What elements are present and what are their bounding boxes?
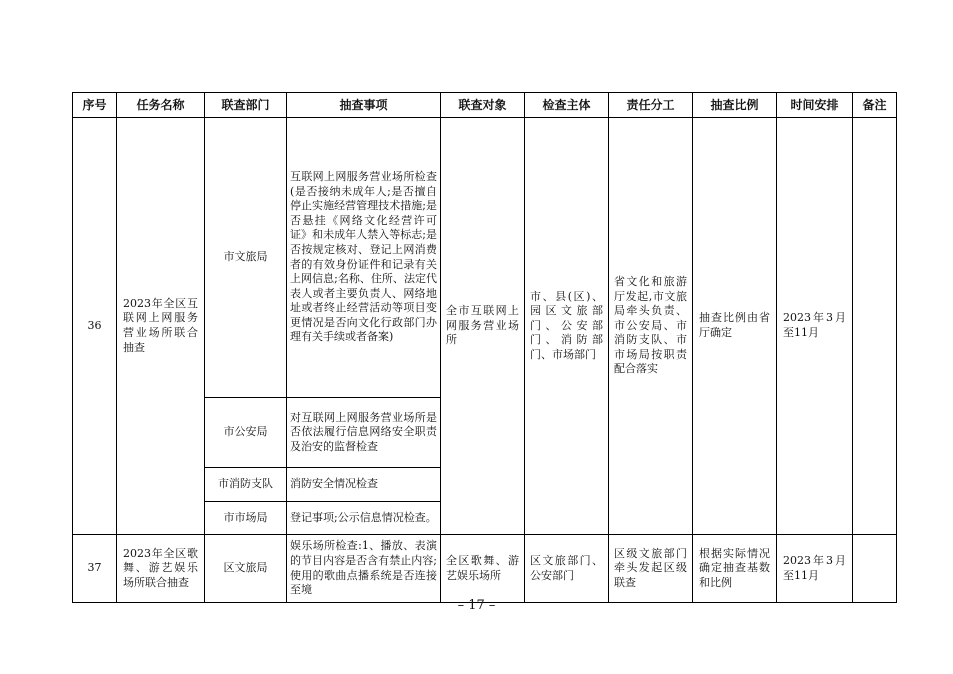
header-row xyxy=(73,93,897,118)
header-subject: 检查主体 xyxy=(525,93,609,118)
row-number: 36 xyxy=(73,118,117,535)
target-cell: 全市互联网上网服务营业场所 xyxy=(441,118,525,535)
header-task: 任务名称 xyxy=(117,93,205,118)
item-cell: 对互联网上网服务营业场所是否依法履行信息网络安全职责及治安的监督检查 xyxy=(287,398,441,468)
remark-cell xyxy=(853,118,897,535)
header-ratio: 抽查比例 xyxy=(693,93,777,118)
target-cell: 全区歌舞、游艺娱乐场所 xyxy=(441,535,525,603)
dept-cell: 市公安局 xyxy=(205,398,287,468)
header-no: 序号 xyxy=(73,93,117,118)
item-cell: 娱乐场所检查:1、播放、表演的节目内容是否含有禁止内容;使用的歌曲点播系统是否连接至境 xyxy=(287,535,441,603)
inspection-table xyxy=(72,92,897,603)
time-cell: 2023年3月至11月 xyxy=(777,535,853,603)
time-cell: 2023年3月至11月 xyxy=(777,118,853,535)
item-cell: 互联网上网服务营业场所检查(是否接纳未成年人;是否擅自停止实施经营管理技术措施;是否悬挂《网络文化经营许可证》和未成年人禁入等标志;是否按规定核对、登记上网消费者的有效身份证件和记录有关上网信息;名称、住所、法定代表人或者主要负责人、网络地址或者终止经营活动等项目变更情况是否向文化行政部门办理有关手续或者备案) xyxy=(287,118,441,398)
task-name: 2023年全区歌舞、游艺娱乐场所联合抽查 xyxy=(117,535,205,603)
header-time: 时间安排 xyxy=(777,93,853,118)
dept-cell: 市消防支队 xyxy=(205,468,287,502)
remark-cell xyxy=(853,535,897,603)
duty-cell: 区级文旅部门牵头发起区级联查 xyxy=(609,535,693,603)
subject-cell: 区文旅部门、公安部门 xyxy=(525,535,609,603)
duty-cell: 省文化和旅游厅发起,市文旅局牵头负责、市公安局、市消防支队、市市场局按职责配合落实 xyxy=(609,118,693,535)
subject-cell: 市、县(区)、园区文旅部门、公安部门、消防部门、市场部门 xyxy=(525,118,609,535)
header-item: 抽查事项 xyxy=(287,93,441,118)
table-row xyxy=(73,535,897,603)
table-row xyxy=(73,118,897,398)
header-dept: 联查部门 xyxy=(205,93,287,118)
dept-cell: 市文旅局 xyxy=(205,118,287,398)
header-duty: 责任分工 xyxy=(609,93,693,118)
ratio-cell: 根据实际情况确定抽查基数和比例 xyxy=(693,535,777,603)
row-number: 37 xyxy=(73,535,117,603)
header-target: 联查对象 xyxy=(441,93,525,118)
dept-cell: 区文旅局 xyxy=(205,535,287,603)
header-remark: 备注 xyxy=(853,93,897,118)
page-number: – 17 – xyxy=(457,598,496,613)
item-cell: 登记事项;公示信息情况检查。 xyxy=(287,502,441,535)
item-cell: 消防安全情况检查 xyxy=(287,468,441,502)
dept-cell: 市市场局 xyxy=(205,502,287,535)
task-name: 2023年全区互联网上网服务营业场所联合抽查 xyxy=(117,118,205,535)
ratio-cell: 抽查比例由省厅确定 xyxy=(693,118,777,535)
